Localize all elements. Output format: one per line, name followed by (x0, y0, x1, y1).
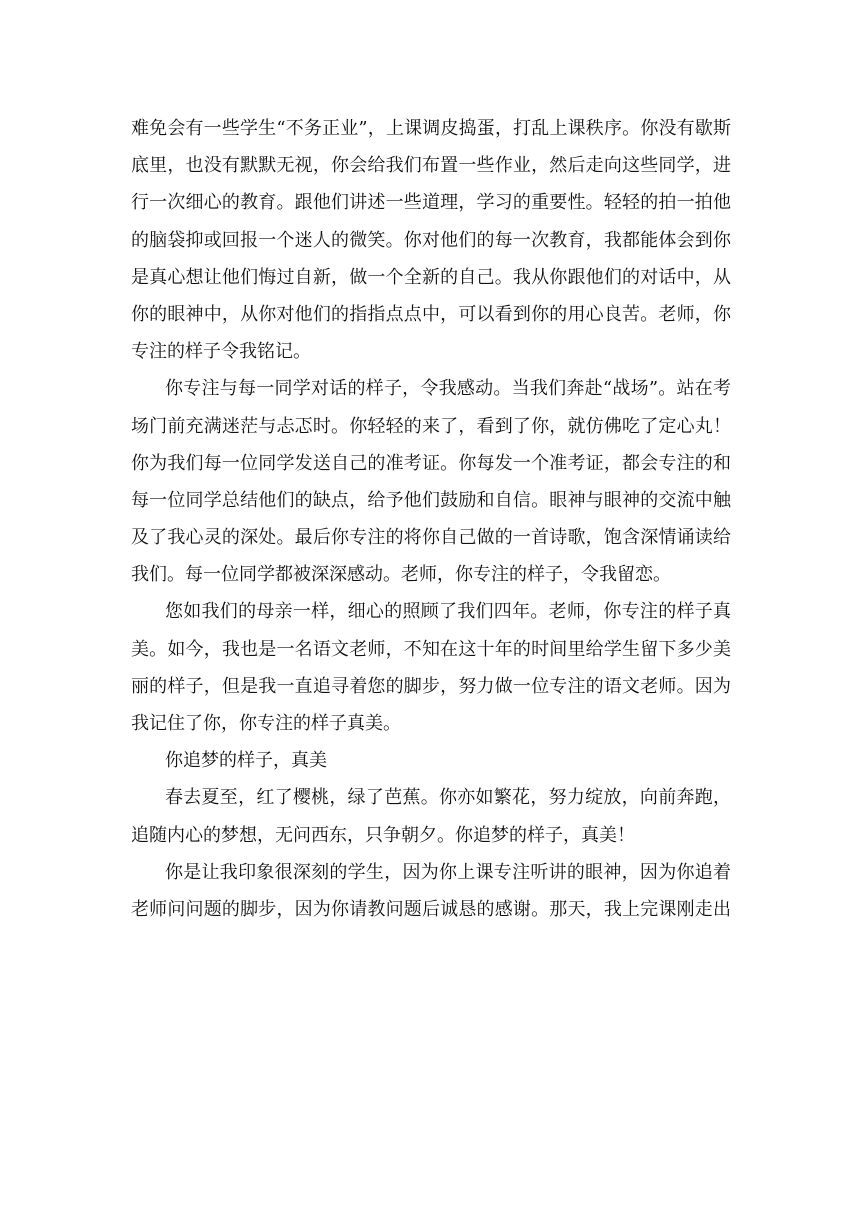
text-line: 丽的样子，但是我一直追寻着您的脚步，努力做一位专注的语文老师。因为 (131, 675, 731, 697)
text-line: 您如我们的母亲一样，细心的照顾了我们四年。老师，你专注的样子真 (165, 601, 731, 623)
text-line: 每一位同学总结他们的缺点，给予他们鼓励和自信。眼神与眼神的交流中触 (131, 489, 731, 511)
text-line: 你专注与每一同学对话的样子，令我感动。当我们奔赴“战场”。站在考 (165, 378, 731, 400)
text-line: 行一次细心的教育。跟他们讲述一些道理，学习的重要性。轻轻的拍一拍他 (131, 192, 731, 214)
text-line: 追随内心的梦想，无问西东，只争朝夕。你追梦的样子，真美！ (131, 824, 635, 846)
text-line: 及了我心灵的深处。最后你专注的将你自己做的一首诗歌，饱含深情诵读给 (131, 527, 731, 549)
text-line: 我记住了你，你专注的样子真美。 (131, 713, 401, 734)
text-line: 你为我们每一位同学发送自己的准考证。你每发一个准考证，都会专注的和 (131, 452, 731, 474)
text-line: 底里，也没有默默无视，你会给我们布置一些作业，然后走向这些同学，进 (131, 155, 731, 177)
text-line: 是真心想让他们悔过自新，做一个全新的自己。我从你跟他们的对话中，从 (131, 266, 731, 288)
text-line: 老师问问题的脚步，因为你请教问题后诚恳的感谢。那天，我上完课刚走出 (131, 898, 731, 920)
section-heading: 你追梦的样子，真美 (165, 750, 327, 772)
text-line: 美。如今，我也是一名语文老师，不知在这十年的时间里给学生留下多少美 (131, 638, 731, 660)
text-line: 场门前充满迷茫与忐忑时。你轻轻的来了，看到了你，就仿佛吃了定心丸！ (131, 415, 731, 437)
text-line: 春去夏至，红了樱桃，绿了芭蕉。你亦如繁花，努力绽放，向前奔跑， (165, 787, 731, 809)
text-line: 你的眼神中，从你对他们的指指点点中，可以看到你的用心良苦。老师，你 (131, 303, 731, 325)
article-body (131, 110, 731, 928)
text-line: 难免会有一些学生“不务正业”，上课调皮捣蛋，打乱上课秩序。你没有歇斯 (131, 118, 731, 139)
text-line: 你是让我印象很深刻的学生，因为你上课专注听讲的眼神，因为你追着 (165, 861, 731, 883)
text-line: 我们。每一位同学都被深深感动。老师，你专注的样子，令我留恋。 (131, 564, 671, 586)
text-line: 的脑袋抑或回报一个迷人的微笑。你对他们的每一次教育，我都能体会到你 (131, 229, 731, 251)
text-line: 专注的样子令我铭记。 (131, 341, 311, 363)
